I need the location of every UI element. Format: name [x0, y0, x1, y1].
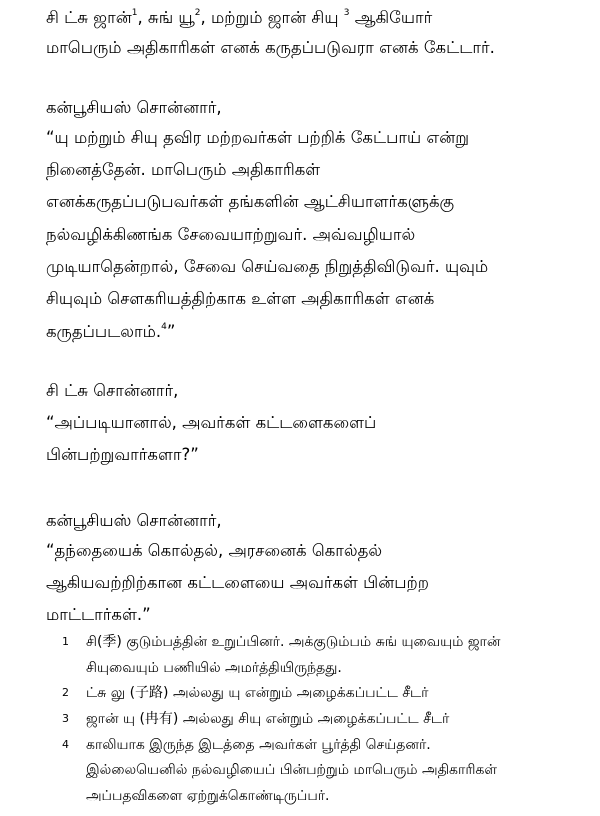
- quote-line: நல்வழிக்கிணங்க சேவையாற்றுவர். அவ்வழியால்: [46, 225, 416, 244]
- quote-line: ஆகியவற்றிற்கான கட்டளையை அவர்கள் பின்பற்ற: [46, 573, 429, 592]
- text: , சுங் யூ: [137, 8, 195, 27]
- footnote-text: இல்லையெனில் நல்வழியைப் பின்பற்றும் மாபெரும் அதிகாரிகள்: [86, 762, 497, 778]
- quote-line: பின்பற்றுவார்களா?”: [46, 445, 199, 464]
- text: கருதப்படலாம்.: [46, 322, 162, 341]
- text: ஆகியோர்: [349, 8, 433, 27]
- text: ”: [166, 322, 176, 341]
- speaker-line: சி ட்சு சொன்னார்,: [46, 381, 179, 400]
- footnote-text: சியுவையும் பணியில் அமர்த்தியிருந்தது.: [86, 660, 342, 676]
- paragraph-1-line-1: [46, 8, 432, 28]
- footnote-text: சி(季) குடும்பத்தின் உறுப்பினர். அக்குடும்பம் சுங் யுவையும் ஜான்: [86, 634, 501, 650]
- quote-line-last: [46, 322, 175, 342]
- footnote-ref-2[interactable]: 2: [194, 8, 201, 18]
- quote-line: எனக்கருதப்படுபவர்கள் தங்களின் ஆட்சியாளர்களுக்கு: [46, 192, 455, 211]
- text: சி ட்சு ஜான்: [46, 8, 132, 27]
- footnote-text: அப்பதவிகளை ஏற்றுக்கொண்டிருப்பர்.: [86, 788, 330, 804]
- quote-line: “தந்தையைக் கொல்தல், அரசனைக் கொல்தல்: [46, 541, 383, 560]
- footnote-text: ட்சு லு (子路) அல்லது யு என்றும் அழைக்கப்பட்ட சீடர்: [86, 685, 429, 701]
- footnote-ref-3[interactable]: 3: [343, 8, 350, 18]
- quote-line: மாட்டார்கள்.”: [46, 605, 151, 624]
- quote-line: சியுவும் சௌகரியத்திற்காக உள்ள அதிகாரிகள் எனக்: [46, 289, 435, 308]
- text: , மற்றும் ஜான் சியு: [200, 8, 344, 27]
- footnote-number: 2: [62, 686, 69, 699]
- speaker-line: கன்பூசியஸ் சொன்னார்,: [46, 98, 222, 117]
- footnote-text: காலியாக இருந்த இடத்தை அவர்கள் பூர்த்தி செய்தனர்.: [86, 737, 431, 753]
- paragraph-1-line-2: மாபெரும் அதிகாரிகள் எனக் கருதப்படுவரா எனக் கேட்டார்.: [46, 38, 495, 57]
- quote-line: நினைத்தேன். மாபெரும் அதிகாரிகள்: [46, 160, 321, 179]
- footnote-ref-4[interactable]: 4: [161, 322, 167, 332]
- speaker-line: கன்பூசியஸ் சொன்னார்,: [46, 511, 222, 530]
- quote-line: முடியாதென்றால், சேவை செய்வதை நிறுத்திவிடுவர். யுவும்: [46, 257, 489, 276]
- footnote-number: 1: [62, 635, 69, 648]
- footnote-number: 3: [62, 712, 69, 725]
- footnote-text: ஜான் யு (冉有) அல்லது சியு என்றும் அழைக்கப்பட்ட சீடர்: [86, 711, 450, 727]
- quote-line: “யு மற்றும் சியு தவிர மற்றவர்கள் பற்றிக் கேட்பாய் என்று: [46, 128, 470, 147]
- quote-line: “அப்படியானால், அவர்கள் கட்டளைகளைப்: [46, 413, 377, 432]
- footnote-number: 4: [62, 738, 69, 751]
- footnote-ref-1[interactable]: 1: [131, 8, 138, 18]
